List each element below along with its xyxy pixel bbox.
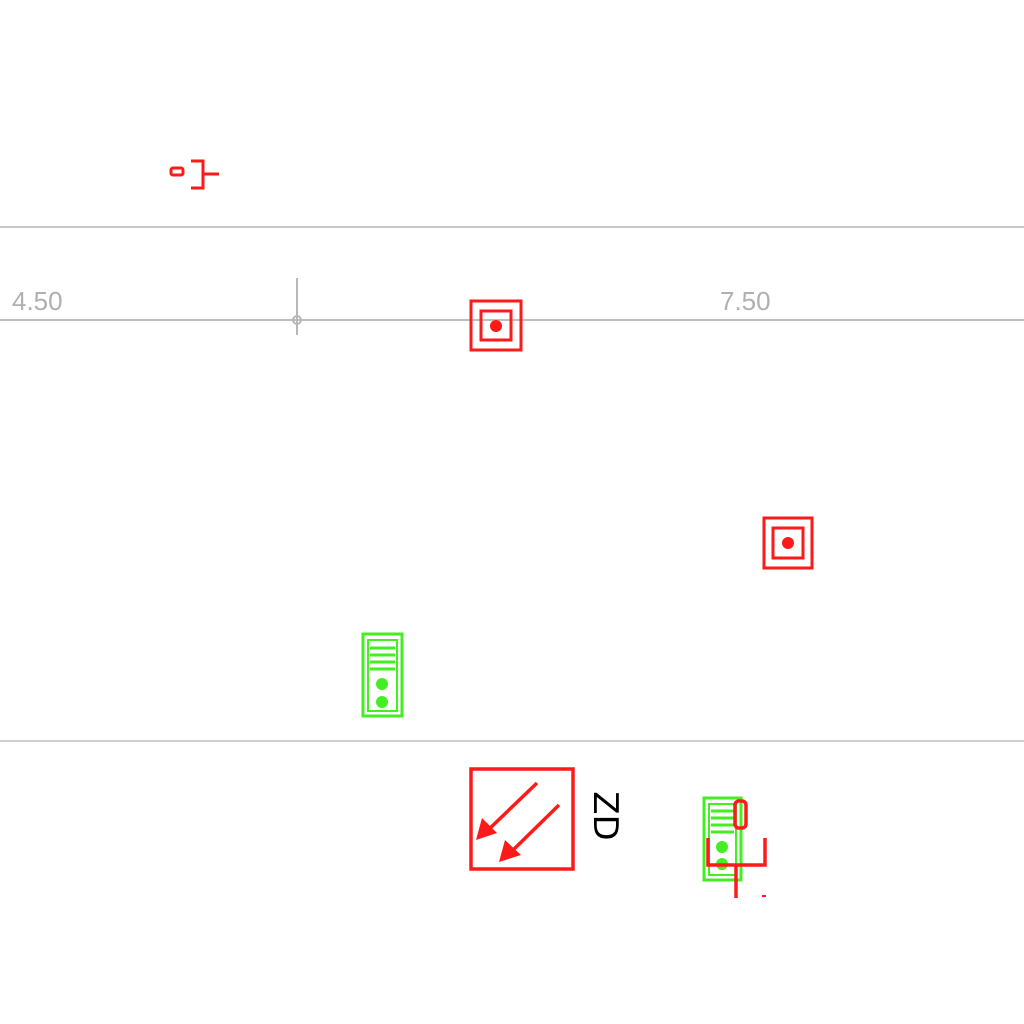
small-connector-icon[interactable] <box>171 161 219 188</box>
arrow-box-icon[interactable] <box>471 769 573 869</box>
green-panel-icon[interactable] <box>363 634 402 716</box>
axis-label-left: 4.50 <box>12 286 63 316</box>
axis-label-right: 7.50 <box>720 286 771 316</box>
target-socket-icon[interactable] <box>764 518 812 568</box>
target-socket-icon[interactable] <box>471 301 521 350</box>
zone-tag-label: ZD <box>585 791 625 841</box>
axis-tick-marker <box>293 278 301 335</box>
